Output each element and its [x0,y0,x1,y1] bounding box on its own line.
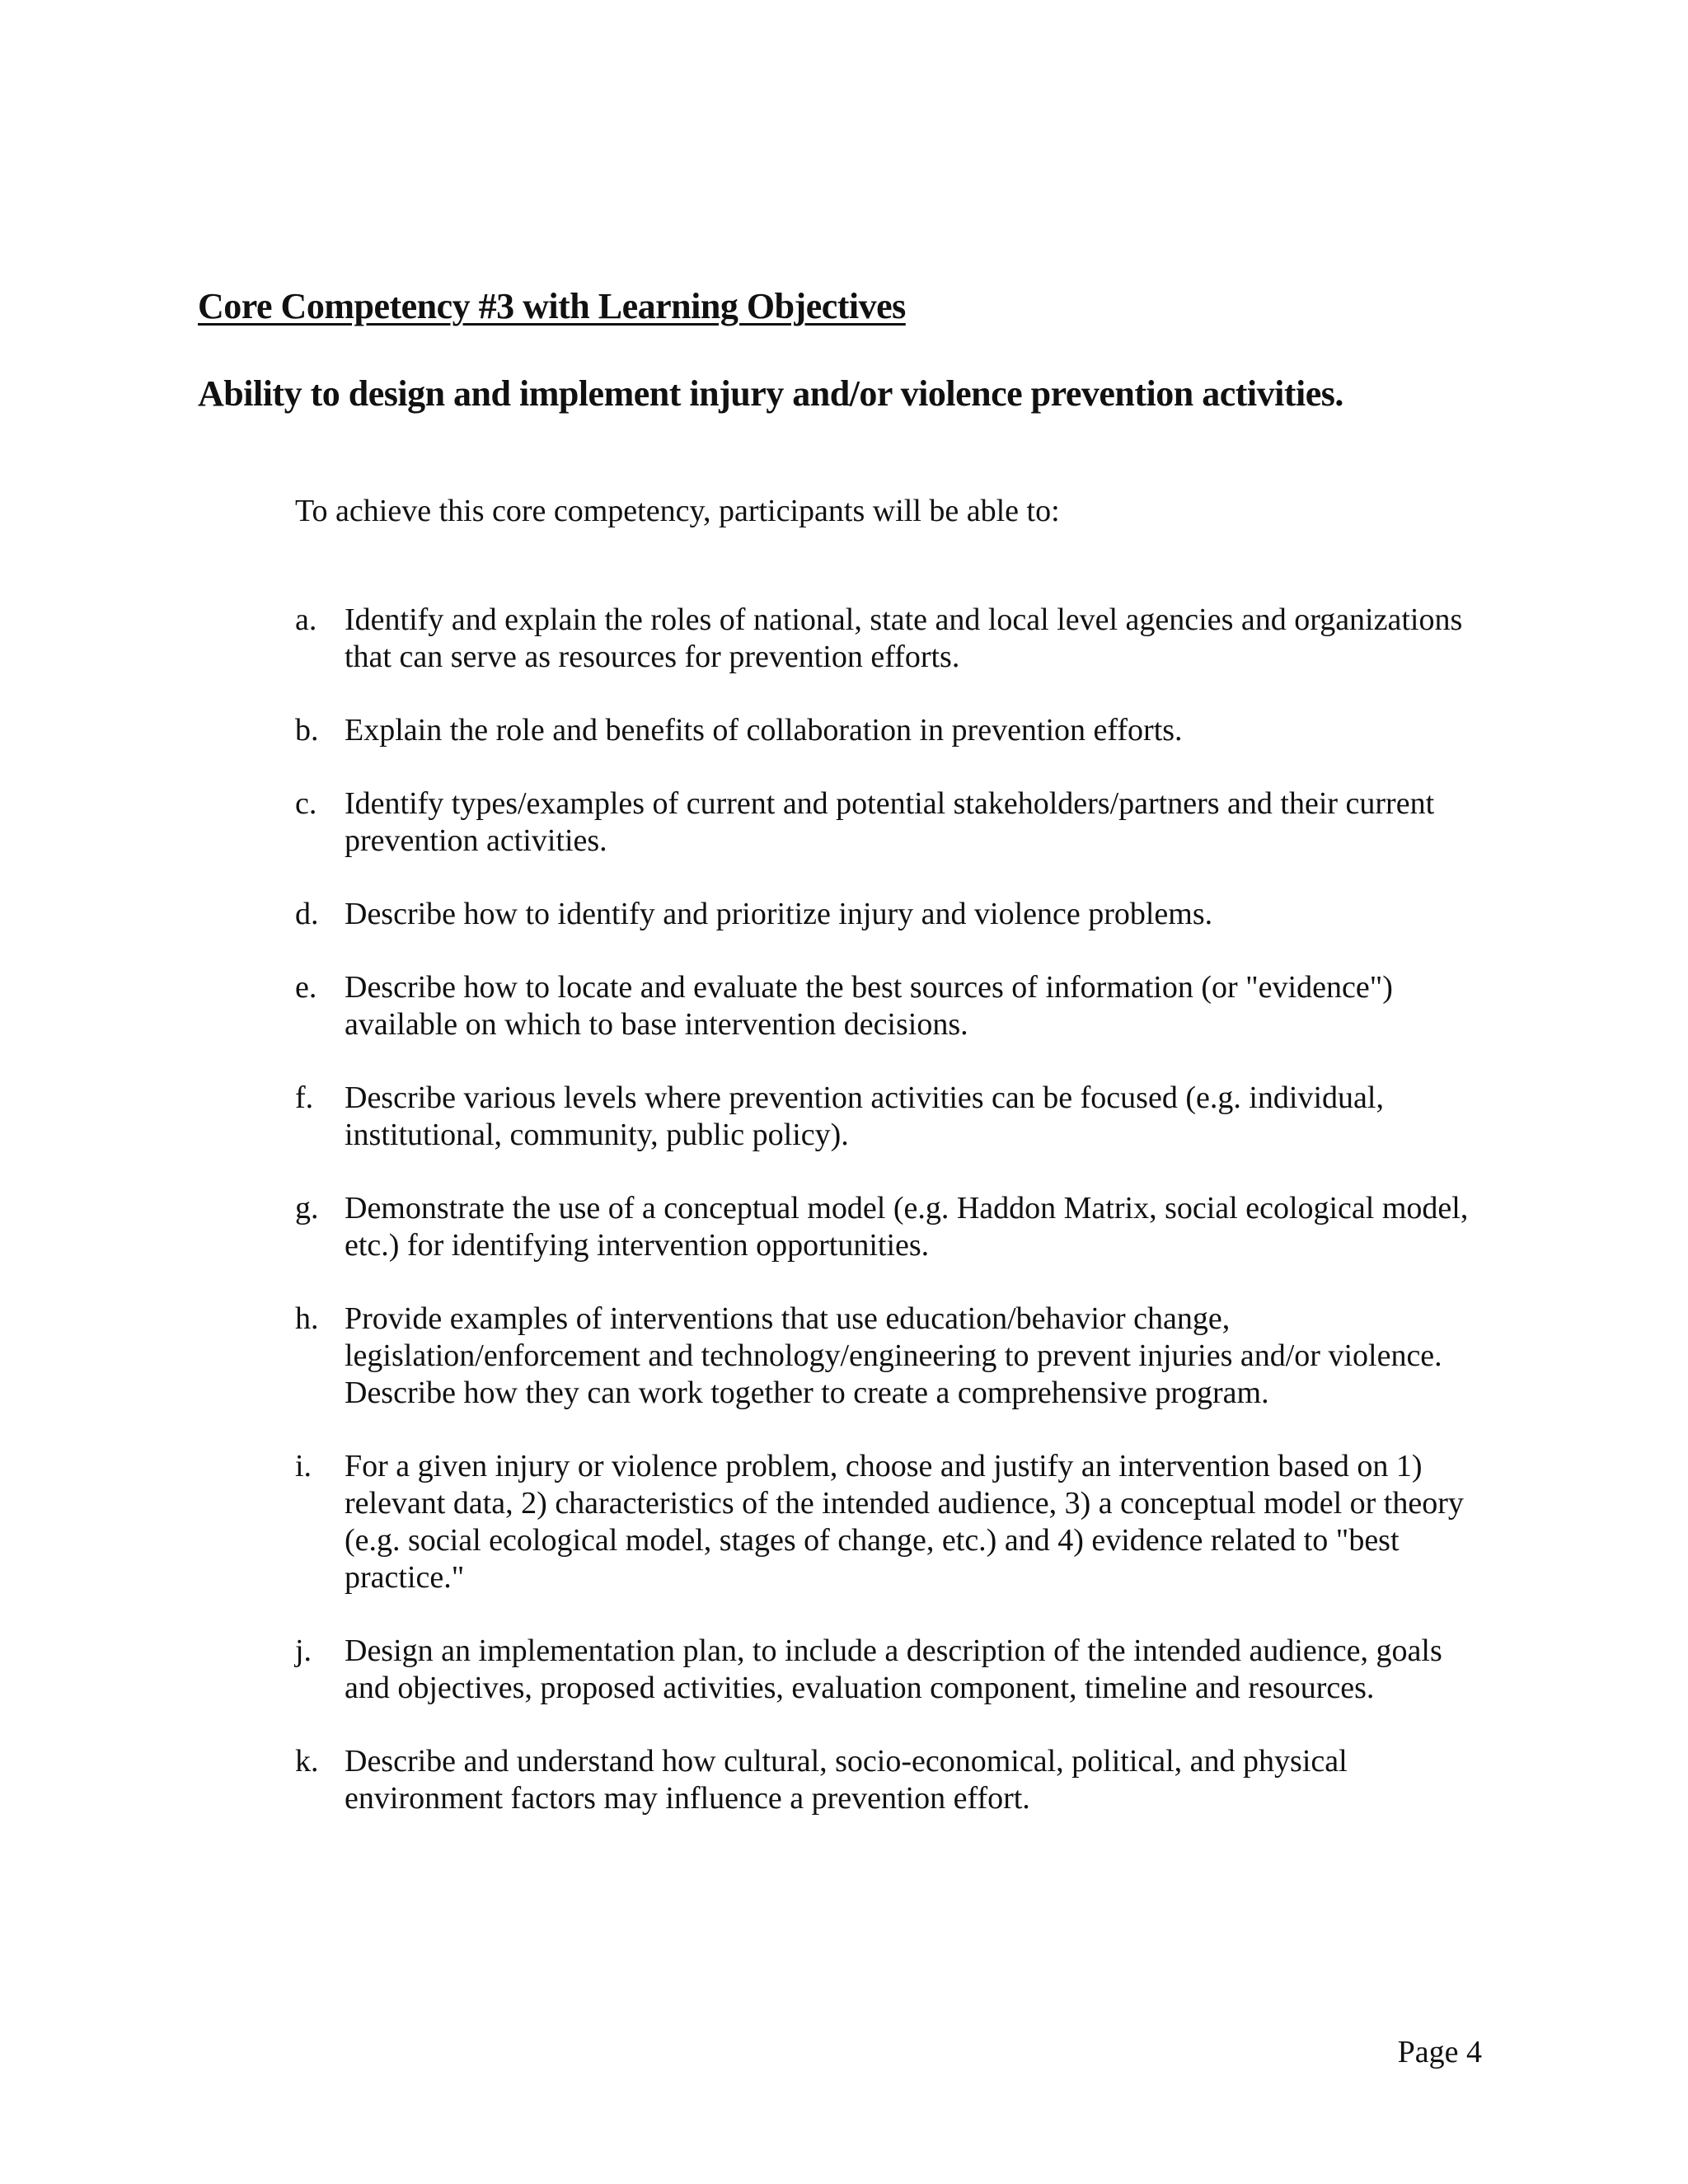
objective-marker: c. [295,786,317,821]
page-number: Page 4 [1397,2035,1482,2069]
competency-heading: Core Competency #3 with Learning Objectives [198,286,906,326]
objective-text: Identify and explain the roles of national, state and local level agencies and organizations that can serve as resources for prevention efforts. [345,602,1463,674]
competency-statement: Ability to design and implement injury and/or violence prevention activities. [198,373,1343,414]
objective-marker: a. [295,602,317,637]
objective-marker: g. [295,1191,319,1226]
objective-item-a [295,602,1490,676]
objective-item-d [295,896,1490,933]
objective-text: Provide examples of interventions that use education/behavior change, legislation/enforcement and technology/engineering to prevent injuries and/or violence. Describe how they can work together to create a comprehensive program. [345,1301,1442,1410]
intro-text: To achieve this core competency, participants will be able to: [295,494,1060,528]
objective-text: Demonstrate the use of a conceptual model (e.g. Haddon Matrix, social ecological model, etc.) for identifying intervention opportunities. [345,1191,1469,1263]
objective-item-b [295,712,1490,749]
objective-text: Describe various levels where prevention activities can be focused (e.g. individual, institutional, community, public policy). [345,1080,1384,1152]
objective-item-i [295,1448,1490,1596]
objective-text: Explain the role and benefits of collaboration in prevention efforts. [345,713,1183,748]
objective-item-c [295,785,1490,860]
objective-text: Identify types/examples of current and potential stakeholders/partners and their current prevention activities. [345,786,1435,858]
objective-marker: e. [295,970,317,1005]
objective-marker: d. [295,897,319,931]
objective-text: For a given injury or violence problem, choose and justify an intervention based on 1) relevant data, 2) characteristics of the intended audience, 3) a conceptual model or theory (e.g. social ecological model, stages of change, etc.) and 4) evidence related to "best practice." [345,1449,1464,1595]
learning-objectives-list [295,602,1490,1854]
objective-marker: f. [295,1080,314,1115]
objective-text: Describe how to identify and prioritize injury and violence problems. [345,897,1213,931]
objective-marker: i. [295,1449,312,1483]
objective-marker: h. [295,1301,319,1336]
objective-item-k [295,1743,1490,1817]
objective-item-f [295,1080,1490,1154]
objective-text: Design an implementation plan, to include a description of the intended audience, goals and objectives, proposed activities, evaluation component, timeline and resources. [345,1633,1442,1705]
objective-text: Describe and understand how cultural, socio-economical, political, and physical environment factors may influence a prevention effort. [345,1744,1348,1816]
objective-marker: k. [295,1744,319,1779]
objective-marker: j. [295,1633,312,1668]
objective-item-h [295,1301,1490,1412]
objective-text: Describe how to locate and evaluate the best sources of information (or "evidence") available on which to base intervention decisions. [345,970,1393,1042]
objective-item-g [295,1190,1490,1264]
objective-item-e [295,969,1490,1043]
objective-item-j [295,1633,1490,1707]
objective-marker: b. [295,713,319,748]
